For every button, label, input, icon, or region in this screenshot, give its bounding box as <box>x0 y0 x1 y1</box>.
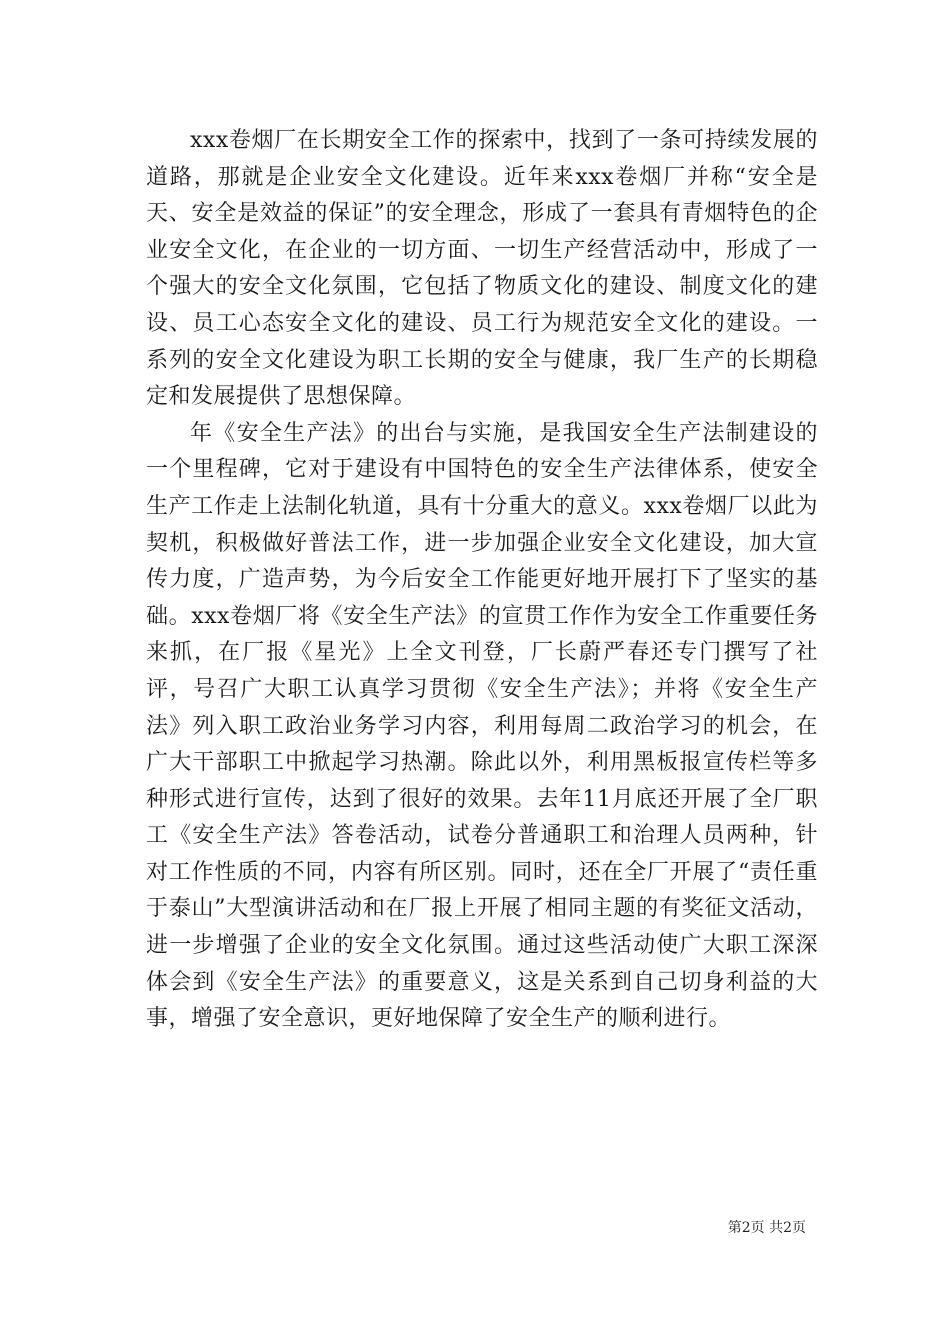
footer-middle: 页 共 <box>750 1220 784 1236</box>
page-footer <box>728 1219 806 1237</box>
footer-suffix: 页 <box>792 1220 806 1236</box>
footer-current-page: 2 <box>741 1220 751 1236</box>
footer-total-pages: 2 <box>783 1220 792 1236</box>
footer-prefix: 第 <box>727 1220 742 1236</box>
paragraph-safety-law: 年《安全生产法》的出台与实施，是我国安全生产法制建设的一个里程碑，它对于建设有中国特色的安全生产法律体系，使安全生产工作走上法制化轨道，具有十分重大的意义。xxx卷烟厂以此为契机，积极做好普法工作，进一步加强企业安全文化建设，加大宣传力度，广造声势，为今后安全工作能更好地开展打下了坚实的基础。xxx卷烟厂将《安全生产法》的宣贯工作作为安全工作重要任务来抓，在厂报《星光》上全文刊登，厂长蔚严春还专门撰写了社评，号召广大职工认真学习贯彻《安全生产法》；并将《安全生产法》列入职工政治业务学习内容，利用每周二政治学习的机会，在广大干部职工中掀起学习热潮。除此以外，利用黑板报宣传栏等多种形式进行宣传，达到了很好的效果。去年11月底还开展了全厂职工《安全生产法》答卷活动，试卷分普通职工和治理人员两种，针对工作性质的不同，内容有所区别。同时，还在全厂开展了“责任重于泰山”大型演讲活动和在厂报上开展了相同主题的有奖征文活动，进一步增强了企业的安全文化氛围。通过这些活动使广大职工深深体会到《安全生产法》的重要意义，这是关系到自己切身利益的大事，增强了安全意识，更好地保障了安全生产的顺利进行。 <box>146 420 818 1032</box>
body-text <box>146 123 818 1038</box>
paragraph-safety-culture: xxx卷烟厂在长期安全工作的探索中，找到了一条可持续发展的道路，那就是企业安全文化建设。近年来xxx卷烟厂并称“安全是天、安全是效益的保证”的安全理念，形成了一套具有青烟特色的企业安全文化，在企业的一切方面、一切生产经营活动中，形成了一个强大的安全文化氛围，它包括了物质文化的建设、制度文化的建设、员工心态安全文化的建设、员工行为规范安全文化的建设。一系列的安全文化建设为职工长期的安全与健康，我厂生产的长期稳定和发展提供了思想保障。 <box>146 128 818 410</box>
